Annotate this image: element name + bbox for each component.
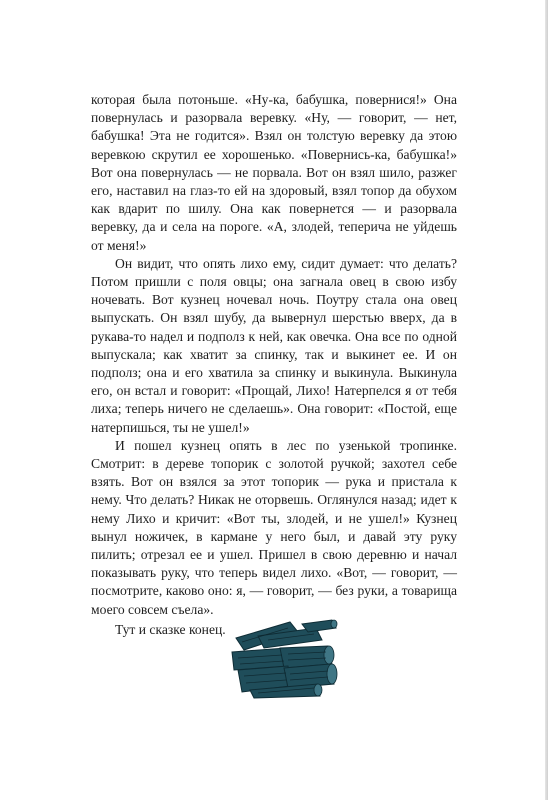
paragraph-3: И пошел кузнец опять в лес по узенькой тропинке. Смотрит: в дереве топорик с золотой ручкой; захотел себе взять. Вот он взялся за этот топорик — рука и пристала к нему. Что делать? Никак не оторвешь. Оглянулся назад; идет к нему Лихо и кричит: «Вот ты, злодей, и не ушел!» Кузнец вынул ножичек, в кармане у него был, и давай эту руку пилить; отрезал ее и ушел. Пришел в свою деревню и начал показывать руку, что теперь видел лихо. «Вот, — говорит, — посмотрите, каково оно: я, — говорит, — без руки, а товарища моего совсем съела». (91, 437, 457, 617)
story-text (91, 91, 457, 639)
firewood-logs-illustration (228, 618, 340, 700)
paragraph-1: которая была потоньше. «Ну-ка, бабушка, повернися!» Она повернулась и разорвала веревку. «Ну, — говорит, — нет, бабушка! Эта не годится». Взял он толстую веревку да этою веревкою скрутил ее хорошенько. «Повернись-ка, бабушка!» Вот она повернулась — не порвала. Вот он взял шило, разжег его, наставил на глаз-то ей на здоровый, взял топор да обухом как вдарит по шилу. Она как повернется — и разорвала веревку, да и села на пороге. «А, злодей, теперича не уйдешь от меня!» (91, 92, 457, 253)
paragraph-2: Он видит, что опять лихо ему, сидит думает: что делать? Потом пришли с поля овцы; она загнала овец в свою избу ночевать. Вот кузнец ночевал ночь. Поутру стала она овец выпускать. Он взял шубу, да вывернул шерстью вверх, да в рукава-то надел и подполз к ней, как овечка. Она все по одной выпускала; как хватит за спинку, так и выкинет ее. И он подполз; она и его хватила за спинку и выкинула. Выкинула его, он встал и говорит: «Прощай, Лихо! Натерпелся я от тебя лиха; теперь ничего не сделаешь». Она говорит: «Постой, еще натерпишься, ты не ушел!» (91, 255, 457, 435)
ending-line: Тут и сказке конец. (115, 621, 226, 637)
